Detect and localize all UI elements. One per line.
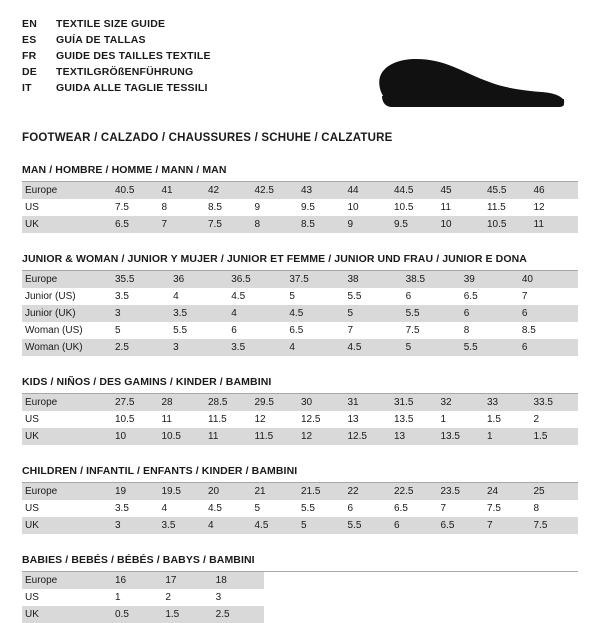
cell: 36.5 (229, 271, 287, 288)
table-row (22, 428, 578, 445)
cell: 41 (160, 182, 207, 199)
row-label: US (22, 589, 113, 606)
row-label: US (22, 500, 113, 517)
cell: 6 (229, 322, 287, 339)
cell: 5.5 (171, 322, 229, 339)
cell: 10 (346, 199, 393, 216)
cell: 7.5 (404, 322, 462, 339)
cell: 46 (532, 182, 579, 199)
size-table-man (22, 182, 578, 233)
table-row (22, 339, 578, 356)
table-row (22, 199, 578, 216)
cell: 1 (439, 411, 486, 428)
cell: 13.5 (439, 428, 486, 445)
cell: 1.5 (485, 411, 532, 428)
language-row (22, 50, 211, 66)
section-man (22, 164, 578, 233)
language-row (22, 66, 211, 82)
table-row (22, 483, 578, 500)
table-row (22, 322, 578, 339)
section-title: JUNIOR & WOMAN / JUNIOR Y MUJER / JUNIOR ET FEMME / JUNIOR UND FRAU / JUNIOR E DONA (22, 253, 578, 271)
cell: 9 (253, 199, 300, 216)
row-label: Europe (22, 394, 113, 411)
cell: 4.5 (346, 339, 404, 356)
cell: 21 (253, 483, 300, 500)
cell: 9.5 (392, 216, 439, 233)
row-label: UK (22, 428, 113, 445)
language-title: GUÍA DE TALLAS (56, 34, 146, 46)
cell: 3 (171, 339, 229, 356)
cell: 33.5 (532, 394, 579, 411)
cell: 33 (485, 394, 532, 411)
cell: 6.5 (462, 288, 520, 305)
cell: 25 (532, 483, 579, 500)
row-label: US (22, 199, 113, 216)
size-table-children (22, 483, 578, 534)
cell: 0.5 (113, 606, 163, 623)
cell: 4.5 (287, 305, 345, 322)
cell: 22 (346, 483, 393, 500)
cell: 4 (160, 500, 207, 517)
cell: 31 (346, 394, 393, 411)
section-title: CHILDREN / INFANTIL / ENFANTS / KINDER / BAMBINI (22, 465, 578, 483)
cell: 7 (346, 322, 404, 339)
cell: 4.5 (253, 517, 300, 534)
cell: 28.5 (206, 394, 253, 411)
cell: 45.5 (485, 182, 532, 199)
cell: 38 (346, 271, 404, 288)
row-label: US (22, 411, 113, 428)
cell: 6.5 (113, 216, 160, 233)
cell: 8.5 (206, 199, 253, 216)
cell: 3.5 (113, 288, 171, 305)
cell: 11 (160, 411, 207, 428)
cell: 11 (439, 199, 486, 216)
cell: 40.5 (113, 182, 160, 199)
cell: 7.5 (532, 517, 579, 534)
cell: 5 (113, 322, 171, 339)
cell: 1 (485, 428, 532, 445)
cell: 11.5 (206, 411, 253, 428)
cell: 4 (206, 517, 253, 534)
cell: 2.5 (113, 339, 171, 356)
cell: 4 (229, 305, 287, 322)
size-table-junior-woman (22, 271, 578, 356)
cell: 3.5 (229, 339, 287, 356)
row-label: Europe (22, 271, 113, 288)
table-row (22, 182, 578, 199)
cell: 9.5 (299, 199, 346, 216)
cell: 7 (485, 517, 532, 534)
table-row (22, 394, 578, 411)
cell: 30 (299, 394, 346, 411)
cell: 44 (346, 182, 393, 199)
cell: 23.5 (439, 483, 486, 500)
section-babies (22, 554, 578, 623)
cell: 27.5 (113, 394, 160, 411)
language-title-list (22, 18, 211, 98)
cell: 7 (160, 216, 207, 233)
cell: 6 (404, 288, 462, 305)
section-children (22, 465, 578, 534)
cell: 10 (113, 428, 160, 445)
cell: 13 (346, 411, 393, 428)
cell: 19 (113, 483, 160, 500)
cell: 6.5 (392, 500, 439, 517)
row-label: UK (22, 606, 113, 623)
cell: 19.5 (160, 483, 207, 500)
cell: 7.5 (485, 500, 532, 517)
cell: 21.5 (299, 483, 346, 500)
cell: 3 (113, 517, 160, 534)
cell: 28 (160, 394, 207, 411)
language-code: IT (22, 82, 32, 94)
row-label: Europe (22, 483, 113, 500)
table-row (22, 305, 578, 322)
cell: 35.5 (113, 271, 171, 288)
row-label: Woman (UK) (22, 339, 113, 356)
language-code: ES (22, 34, 37, 46)
row-label: Europe (22, 572, 113, 589)
cell: 6 (392, 517, 439, 534)
row-label: Europe (22, 182, 113, 199)
cell: 4 (287, 339, 345, 356)
cell: 12.5 (346, 428, 393, 445)
cell: 12.5 (299, 411, 346, 428)
section-title: KIDS / NIÑOS / DES GAMINS / KINDER / BAMBINI (22, 376, 578, 394)
cell: 3.5 (171, 305, 229, 322)
cell: 2 (163, 589, 213, 606)
table-row (22, 572, 264, 589)
cell: 7.5 (206, 216, 253, 233)
row-label: Junior (US) (22, 288, 113, 305)
table-row (22, 606, 264, 623)
cell: 5.5 (346, 517, 393, 534)
cell: 13 (392, 428, 439, 445)
cell: 10 (439, 216, 486, 233)
cell: 31.5 (392, 394, 439, 411)
cell: 12 (299, 428, 346, 445)
cell: 4.5 (206, 500, 253, 517)
language-row (22, 82, 211, 98)
cell: 5 (346, 305, 404, 322)
cell: 5 (299, 517, 346, 534)
cell: 44.5 (392, 182, 439, 199)
cell: 1 (113, 589, 163, 606)
cell: 3.5 (113, 500, 160, 517)
cell: 7 (520, 288, 578, 305)
cell: 32 (439, 394, 486, 411)
section-kids (22, 376, 578, 445)
cell: 5.5 (346, 288, 404, 305)
cell: 5.5 (462, 339, 520, 356)
cell: 1.5 (532, 428, 579, 445)
cell: 2.5 (214, 606, 264, 623)
section-title: BABIES / BEBÉS / BÉBÉS / BABYS / BAMBINI (22, 554, 578, 572)
cell: 6 (520, 305, 578, 322)
language-code: EN (22, 18, 37, 30)
cell: 36 (171, 271, 229, 288)
cell: 11.5 (485, 199, 532, 216)
table-row (22, 216, 578, 233)
cell: 4.5 (229, 288, 287, 305)
cell: 2 (532, 411, 579, 428)
cell: 3 (214, 589, 264, 606)
table-row (22, 500, 578, 517)
cell: 5.5 (299, 500, 346, 517)
language-code: FR (22, 50, 37, 62)
cell: 6.5 (287, 322, 345, 339)
cell: 20 (206, 483, 253, 500)
cell: 10.5 (160, 428, 207, 445)
size-table-babies (22, 572, 264, 623)
cell: 17 (163, 572, 213, 589)
row-label: UK (22, 517, 113, 534)
cell: 10.5 (392, 199, 439, 216)
cell: 12 (532, 199, 579, 216)
cell: 8 (532, 500, 579, 517)
cell: 6.5 (439, 517, 486, 534)
section-junior-woman (22, 253, 578, 356)
cell: 5 (287, 288, 345, 305)
row-label: UK (22, 216, 113, 233)
cell: 45 (439, 182, 486, 199)
cell: 42.5 (253, 182, 300, 199)
cell: 13.5 (392, 411, 439, 428)
header (22, 18, 578, 118)
cell: 39 (462, 271, 520, 288)
cell: 8.5 (299, 216, 346, 233)
cell: 7 (439, 500, 486, 517)
language-code: DE (22, 66, 37, 78)
cell: 18 (214, 572, 264, 589)
cell: 24 (485, 483, 532, 500)
cell: 38.5 (404, 271, 462, 288)
cell: 8 (253, 216, 300, 233)
cell: 5.5 (404, 305, 462, 322)
row-label: Woman (US) (22, 322, 113, 339)
language-title: GUIDA ALLE TAGLIE TESSILI (56, 82, 208, 94)
cell: 42 (206, 182, 253, 199)
size-table-kids (22, 394, 578, 445)
table-row (22, 517, 578, 534)
dress-shoe-icon (372, 40, 572, 112)
cell: 6 (520, 339, 578, 356)
cell: 9 (346, 216, 393, 233)
cell: 11 (206, 428, 253, 445)
cell: 8 (462, 322, 520, 339)
footwear-heading: FOOTWEAR / CALZADO / CHAUSSURES / SCHUHE / CALZATURE (22, 132, 393, 144)
language-title: TEXTILE SIZE GUIDE (56, 18, 166, 30)
cell: 6 (462, 305, 520, 322)
cell: 8.5 (520, 322, 578, 339)
language-title: TEXTILGRÖßENFÜHRUNG (56, 66, 194, 78)
cell: 4 (171, 288, 229, 305)
cell: 12 (253, 411, 300, 428)
cell: 5 (404, 339, 462, 356)
cell: 16 (113, 572, 163, 589)
table-row (22, 271, 578, 288)
cell: 10.5 (485, 216, 532, 233)
table-row (22, 411, 578, 428)
language-row (22, 34, 211, 50)
cell: 6 (346, 500, 393, 517)
cell: 40 (520, 271, 578, 288)
row-label: Junior (UK) (22, 305, 113, 322)
cell: 10.5 (113, 411, 160, 428)
cell: 8 (160, 199, 207, 216)
language-row (22, 18, 211, 34)
cell: 7.5 (113, 199, 160, 216)
section-title: MAN / HOMBRE / HOMME / MANN / MAN (22, 164, 578, 182)
cell: 3 (113, 305, 171, 322)
cell: 29.5 (253, 394, 300, 411)
cell: 37.5 (287, 271, 345, 288)
cell: 3.5 (160, 517, 207, 534)
cell: 1.5 (163, 606, 213, 623)
language-title: GUIDE DES TAILLES TEXTILE (56, 50, 211, 62)
cell: 11.5 (253, 428, 300, 445)
cell: 5 (253, 500, 300, 517)
cell: 43 (299, 182, 346, 199)
table-row (22, 589, 264, 606)
cell: 22.5 (392, 483, 439, 500)
cell: 11 (532, 216, 579, 233)
table-row (22, 288, 578, 305)
